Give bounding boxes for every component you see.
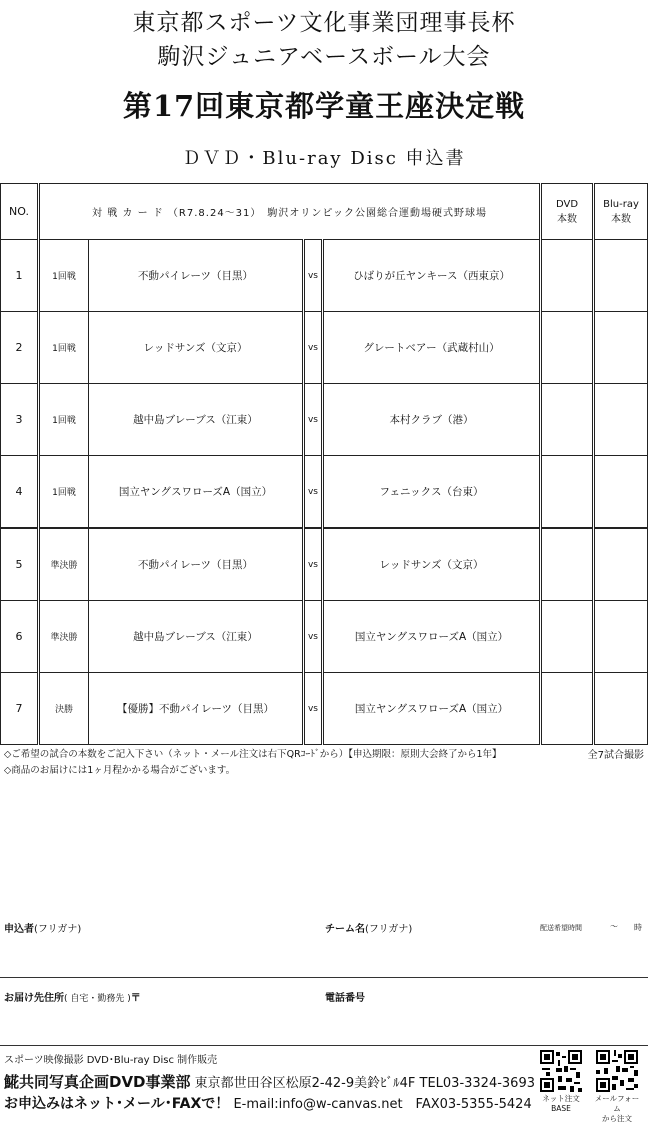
row-bd-qty-field[interactable] xyxy=(594,240,648,312)
header-line2: 駒沢ジュニアベースボール大会 xyxy=(157,44,491,70)
table-row xyxy=(1,673,648,745)
row-bd-qty-field[interactable] xyxy=(594,528,648,601)
row-dvd-qty-field[interactable] xyxy=(541,312,594,384)
row-home-team: 越中島ブレーブス（江東） xyxy=(89,601,304,673)
row-away-team: 国立ヤングスワローズA（国立） xyxy=(323,601,541,673)
row-vs: vs xyxy=(304,528,323,601)
row-round: 1回戦 xyxy=(39,240,89,312)
qr-code-base-icon[interactable] xyxy=(540,1050,582,1092)
row-dvd-qty-field[interactable] xyxy=(541,673,594,745)
qr-code-mailform-icon[interactable] xyxy=(596,1050,638,1092)
row-vs: vs xyxy=(304,240,323,312)
row-home-team: 越中島ブレーブス（江東） xyxy=(89,384,304,456)
footer-company-line xyxy=(4,1071,535,1092)
row-no: 6 xyxy=(1,601,39,673)
note-total-games: 全7試合撮影 xyxy=(587,750,644,761)
row-vs: vs xyxy=(304,456,323,529)
row-away-team: ひばりが丘ヤンキース（西東京） xyxy=(323,240,541,312)
col-dvd-label: DVD xyxy=(556,198,579,210)
row-dvd-qty-field[interactable] xyxy=(541,601,594,673)
footer-contact-line xyxy=(4,1093,532,1113)
row-dvd-qty-field[interactable] xyxy=(541,384,594,456)
table-row xyxy=(1,601,648,673)
row-bd-qty-field[interactable] xyxy=(594,384,648,456)
delivery-time-label: 配送希望時間 xyxy=(540,924,582,932)
row-round: 1回戦 xyxy=(39,312,89,384)
table-row xyxy=(1,240,648,312)
contact-info: E-mail:info@w-canvas.net FAX03-5355-5424 xyxy=(233,1097,532,1112)
order-table xyxy=(0,183,648,745)
col-dvd-header xyxy=(541,184,594,240)
row-round: 1回戦 xyxy=(39,456,89,529)
row-away-team: 国立ヤングスワローズA（国立） xyxy=(323,673,541,745)
row-no: 7 xyxy=(1,673,39,745)
table-row xyxy=(1,384,648,456)
row-away-team: レッドサンズ（文京） xyxy=(323,528,541,601)
phone-label: 電話番号 xyxy=(325,993,365,1004)
row-vs: vs xyxy=(304,312,323,384)
row-vs: vs xyxy=(304,601,323,673)
row-no: 4 xyxy=(1,456,39,529)
company-name: 𩸽共同写真企画DVD事業部 xyxy=(4,1073,191,1091)
row-home-team: 不動パイレーツ（目黒） xyxy=(89,528,304,601)
applicant-label: 申込者(フリガナ) xyxy=(4,924,82,935)
row-round: 準決勝 xyxy=(39,528,89,601)
row-no: 1 xyxy=(1,240,39,312)
row-vs: vs xyxy=(304,673,323,745)
qr-mailform-caption: メールフォーム から注文 xyxy=(594,1094,640,1123)
table-row xyxy=(1,528,648,601)
footer-tagline: スポーツ映像撮影 DVD･Blu-ray Disc 制作販売 xyxy=(4,1055,218,1066)
row-home-team: 【優勝】不動パイレーツ（目黒） xyxy=(89,673,304,745)
address-underline xyxy=(0,1045,648,1046)
row-round: 1回戦 xyxy=(39,384,89,456)
row-dvd-qty-field[interactable] xyxy=(541,528,594,601)
table-row xyxy=(1,312,648,384)
page-title: 第17回東京都学童王座決定戦 xyxy=(122,89,526,123)
note-delivery-time: ◇商品のお届けには1ヶ月程かかる場合がございます。 xyxy=(4,765,236,776)
col-card-header: 対 戦 カ ー ド （R7.8.24～31） 駒沢オリンピック公園総合運動場硬式野球場 xyxy=(39,184,541,240)
row-bd-qty-field[interactable] xyxy=(594,673,648,745)
row-round: 決勝 xyxy=(39,673,89,745)
applicant-underline xyxy=(0,977,648,978)
row-round: 準決勝 xyxy=(39,601,89,673)
row-vs: vs xyxy=(304,384,323,456)
col-no-header: NO. xyxy=(1,184,39,240)
table-header-row xyxy=(1,184,648,240)
delivery-time-hour: 時 xyxy=(634,923,642,932)
col-bd-unit: 本数 xyxy=(611,213,632,225)
row-no: 2 xyxy=(1,312,39,384)
note-order-instructions: ◇ご希望の試合の本数をご記入下さい（ネット・メール注文は右下QRｺｰﾄﾞから）【申込期限：原則大会終了から1年】 xyxy=(4,749,502,760)
header-line1: 東京都スポーツ文化事業団理事長杯 xyxy=(132,10,516,36)
table-row xyxy=(1,456,648,529)
qr-base-caption: ネット注文 BASE xyxy=(542,1094,580,1113)
row-no: 3 xyxy=(1,384,39,456)
row-home-team: 国立ヤングスワローズA（国立） xyxy=(89,456,304,529)
row-dvd-qty-field[interactable] xyxy=(541,240,594,312)
address-label: お届け先住所( 自宅・勤務先 )〒 xyxy=(4,993,141,1004)
company-address: 東京都世田谷区松原2-42-9美鈴ﾋﾞﾙ4F TEL03-3324-3693 xyxy=(194,1076,535,1091)
page-subtitle: ＤＶＤ・Blu-ray Disc 申込書 xyxy=(182,148,466,169)
row-bd-qty-field[interactable] xyxy=(594,312,648,384)
row-home-team: 不動パイレーツ（目黒） xyxy=(89,240,304,312)
col-bd-label: Blu-ray xyxy=(603,198,639,210)
row-bd-qty-field[interactable] xyxy=(594,601,648,673)
order-call-to-action: お申込みはネット･メール･FAXで！ xyxy=(4,1096,230,1112)
col-bd-header xyxy=(594,184,648,240)
row-bd-qty-field[interactable] xyxy=(594,456,648,529)
row-away-team: フェニックス（台東） xyxy=(323,456,541,529)
row-away-team: グレートベアー（武蔵村山） xyxy=(323,312,541,384)
row-home-team: レッドサンズ（文京） xyxy=(89,312,304,384)
col-dvd-unit: 本数 xyxy=(557,213,578,225)
delivery-time-tilde: ～ xyxy=(610,922,618,931)
team-name-label: チーム名(フリガナ) xyxy=(325,924,413,935)
row-dvd-qty-field[interactable] xyxy=(541,456,594,529)
row-away-team: 本村クラブ（港） xyxy=(323,384,541,456)
row-no: 5 xyxy=(1,528,39,601)
